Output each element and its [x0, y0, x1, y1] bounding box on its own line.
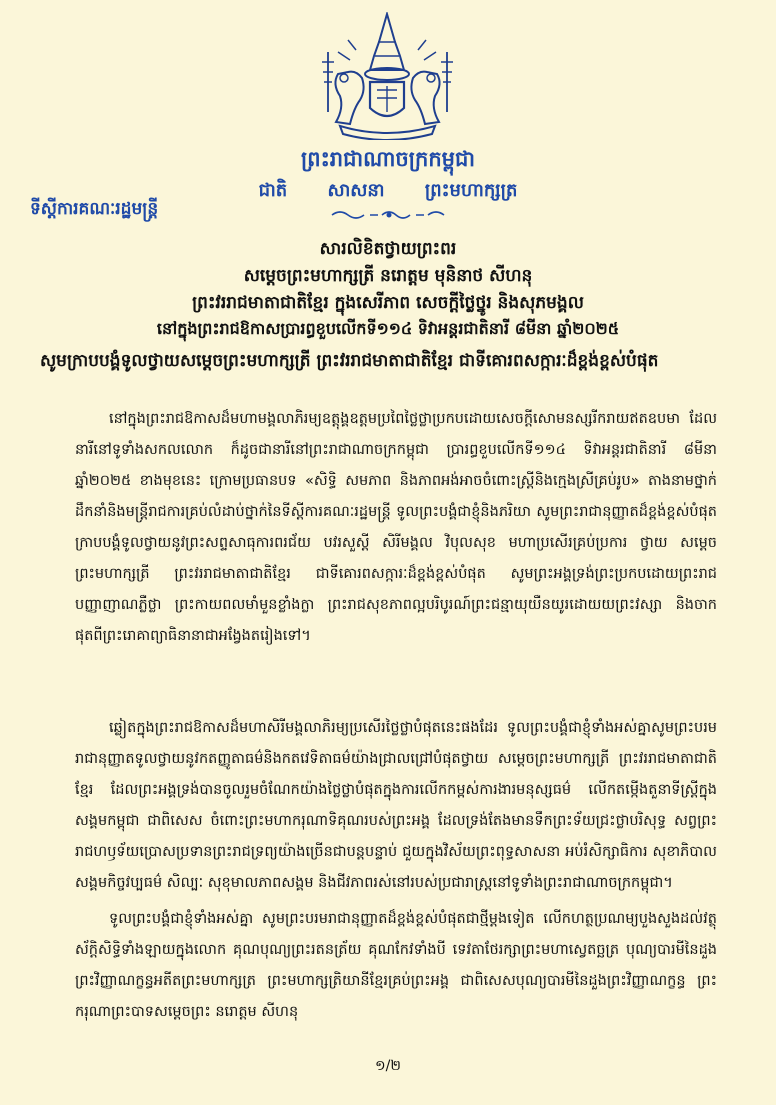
- occasion-line: នៅក្នុងព្រះរាជឱកាសប្រារព្ធខួបលើកទី១១៤ ទិវាអន្តរជាតិនារី ៨មីនា ឆ្នាំ២០២៥: [156, 319, 620, 338]
- body-paragraph: ឆ្លៀតក្នុងព្រះរាជឱកាសដ៏មហាសិរីមង្គលាភិរម្យប្រសើរថ្លៃថ្លាបំផុតនេះផងដែរ ទូលព្រះបង្គំជាខ្ញុំទាំងអស់គ្នាសូមព្រះបរមរាជានុញ្ញាតទូលថ្វាយនូវកតញ្ញូតាធម៌និងកតវេទិតាធម៌យ៉ាងជ្រាលជ្រៅបំផុតថ្វាយ សម្តេចព្រះមហាក្សត្រី ព្រះវររាជមាតាជាតិខ្មែរ ដែលព្រះអង្គទ្រង់បានចូលរួមចំណែកយ៉ាងថ្លៃថ្លាបំផុតក្នុងការលើកកម្ពស់ការងារមនុស្សធម៌ លើកតម្កើងតួនាទីស្ត្រីក្នុងសង្គមកម្ពុជា ជាពិសេស ចំពោះព្រះមហាករុណាទិគុណរបស់ព្រះអង្គ ដែលទ្រង់តែងមានទឹកព្រះទ័យជ្រះថ្លាបរិសុទ្ធ សព្វព្រះរាជហឫទ័យប្រោសប្រទានព្រះរាជទ្រព្យយ៉ាងច្រើនជាបន្តបន្ទាប់ ជួយក្នុងវិស័យព្រះពុទ្ធសាសនា អប់រំសិក្សាធិការ សុខាភិបាល សង្គមកិច្ចវប្បធម៌ សិល្បៈ សុខុមាលភាពសង្គម និងជីវភាពរស់នៅរបស់ប្រជារាស្ត្រនៅទូទាំងព្រះរាជាណាចក្រកម្ពុជា។: [75, 720, 717, 891]
- body-paragraph: នៅក្នុងព្រះរាជឱកាសដ៏មហាមង្គលាភិរម្យឧត្តុង្គឧត្តមប្រពៃថ្លៃថ្លាប្រកបដោយសេចក្តីសោមនស្សរីករាយឥតឧបមា ដែលនារីនៅទូទាំងសកលលោក ក៏ដូចជានារីនៅព្រះរាជាណាចក្រកម្ពុជា ប្រារព្ធខួបលើកទី១១៤ ទិវាអន្តរជាតិនារី ៨មីនា ឆ្នាំ២០២៥ ខាងមុខនេះ ក្រោមប្រធានបទ «សិទ្ធិ សមភាព និងភាពអង់អាចចំពោះស្ត្រីនិងក្មេងស្រីគ្រប់រូប» តាងនាមថ្នាក់ដឹកនាំនិងមន្ត្រីរាជការគ្រប់លំដាប់ថ្នាក់នៃទីស្តីការគណៈរដ្ឋមន្ត្រី ទូលព្រះបង្គំជាខ្ញុំនិងភរិយា សូមព្រះរាជានុញ្ញាតដ៏ខ្ពង់ខ្ពស់បំផុតក្រាបបង្គំទូលថ្វាយនូវព្រះសព្ទសាធុការពរជ័យ បវរសួស្តី សិរីមង្គល វិបុលសុខ មហាប្រសើរគ្រប់ប្រការ ថ្វាយ សម្តេចព្រះមហាក្សត្រី ព្រះវររាជមាតាជាតិខ្មែរ ជាទីគោរពសក្ការៈដ៏ខ្ពង់ខ្ពស់បំផុត សូមព្រះអង្គទ្រង់ព្រះប្រកបដោយព្រះរាជបញ្ញាញាណភ្លឺថ្លា ព្រះកាយពលមាំមួនខ្លាំងក្លា ព្រះរាជសុខភាពល្អបរិបូរណ៍ព្រះជន្មាយុយឺនយូរដោយយព្រះវស្សា និងចាកផុតពីព្រះរោគាព្យាធិនានាជាអង្វែងតរៀងទៅ។: [75, 411, 717, 644]
- recipient-title: ព្រះវររាជមាតាជាតិខ្មែរ ក្នុងសេរីភាព សេចក្តីថ្លៃថ្នូរ និងសុភមង្គល: [192, 293, 584, 313]
- kingdom-name: ព្រះរាជាណាចក្រកម្ពុជា: [300, 146, 475, 171]
- salutation: សូមក្រាបបង្គំទូលថ្វាយសម្តេចព្រះមហាក្សត្រី ព្រះវររាជមាតាជាតិខ្មែរ ជាទីគោរពសក្ការៈដ៏ខ្ពង់ខ្ពស់បំផុត: [40, 351, 659, 371]
- motto-nation: ជាតិ: [258, 180, 288, 201]
- page-number: ១/២: [375, 1058, 401, 1074]
- divider-ornament-icon: [330, 208, 448, 222]
- letter-title: សារលិខិតថ្វាយព្រះពរ: [319, 239, 457, 259]
- body-paragraph: ទូលព្រះបង្គំជាខ្ញុំទាំងអស់គ្នា សូមព្រះបរមរាជានុញ្ញាតដ៏ខ្ពង់ខ្ពស់បំផុតជាថ្មីម្តងទៀត លើកហត្ថប្រណម្យបួងសួងដល់វត្ថុស័ក្តិសិទ្ធិទាំងឡាយក្នុងលោក គុណបុណ្យព្រះរតនត្រ័យ គុណកែវទាំងបី ទេវតាថែរក្សាព្រះមហាស្វេតច្ឆត្រ បុណ្យបារមីនៃដួងព្រះវិញ្ញាណក្ខន្ធអតីតព្រះមហាក្សត្រ ព្រះមហាក្សត្រិយានីខ្មែរគ្រប់ព្រះអង្គ ជាពិសេសបុណ្យបារមីនៃដួងព្រះវិញ្ញាណក្ខន្ធ ព្រះករុណាព្រះបាទសម្តេចព្រះ នរោត្តម សីហនុ: [75, 911, 717, 1020]
- recipient-name: សម្តេចព្រះមហាក្សត្រី នរោត្តម មុនិនាថ សីហនុ: [243, 266, 533, 286]
- motto-king: ព្រះមហាក្សត្រ: [424, 180, 518, 201]
- motto-religion: សាសនា: [327, 180, 385, 201]
- issuing-office: ទីស្តីការគណៈរដ្ឋមន្ត្រី: [30, 199, 159, 219]
- royal-emblem-icon: [320, 12, 455, 140]
